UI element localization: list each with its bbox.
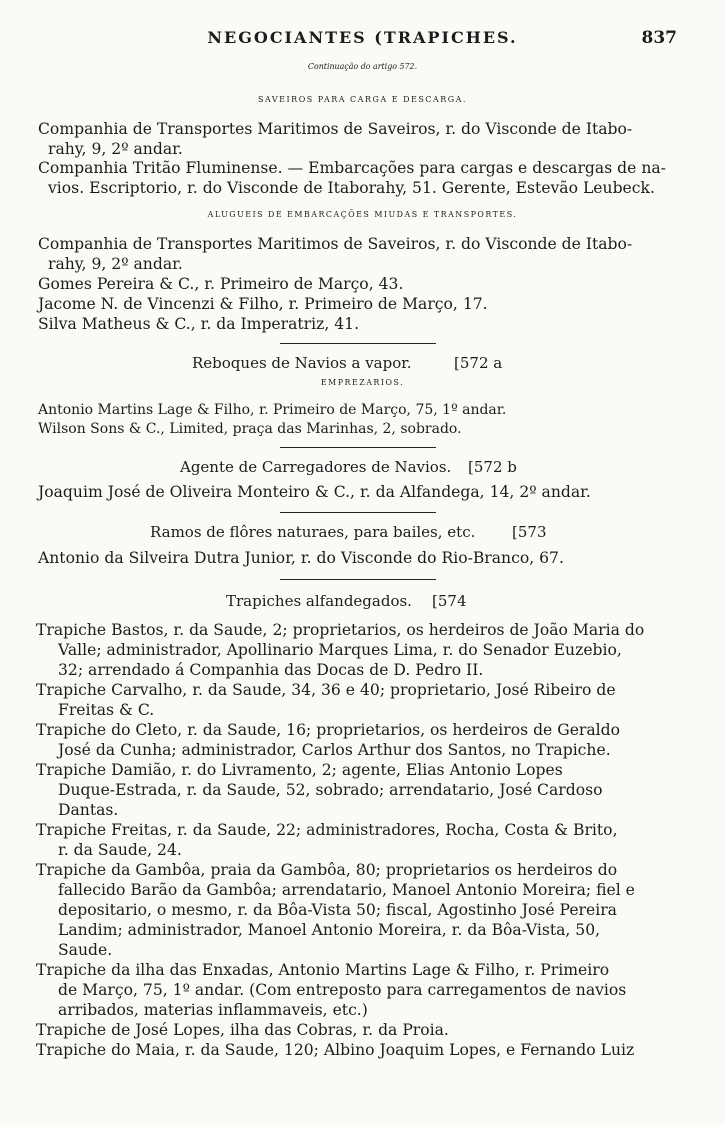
section-number: [574: [432, 592, 467, 610]
entry-line: Trapiche Bastos, r. da Saude, 2; proprietarios, os herdeiros de João Maria do: [36, 621, 645, 639]
page-header: [0, 28, 725, 54]
entry-line: Trapiche Damião, r. do Livramento, 2; agente, Elias Antonio Lopes: [36, 761, 563, 779]
entry-line: Companhia de Transportes Maritimos de Saveiros, r. do Visconde de Itabo-: [38, 235, 633, 253]
entry-line: Saude.: [58, 941, 113, 959]
entry-line: Trapiche da ilha das Enxadas, Antonio Martins Lage & Filho, r. Primeiro: [36, 961, 610, 979]
section-number: [572 a: [454, 354, 503, 372]
entry-line: Trapiche do Maia, r. da Saude, 120; Albino Joaquim Lopes, e Fernando Luiz: [36, 1041, 635, 1059]
entry-line: Duque-Estrada, r. da Saude, 52, sobrado; arrendatario, José Cardoso: [58, 781, 603, 799]
entry-line: Antonio da Silveira Dutra Junior, r. do Visconde do Rio-Branco, 67.: [38, 549, 564, 567]
section-number: [572 b: [468, 458, 517, 476]
entry-line: Wilson Sons & C., Limited, praça das Marinhas, 2, sobrado.: [38, 421, 462, 437]
entry-line: Valle; administrador, Apollinario Marques Lima, r. do Senador Euzebio,: [58, 641, 622, 659]
section-subheading: ALUGUEIS DE EMBARCAÇÕES MIUDAS E TRANSPORTES.: [207, 210, 518, 219]
entry-line: Trapiche do Cleto, r. da Saude, 16; proprietarios, os herdeiros de Geraldo: [36, 721, 621, 739]
page-number: 837: [641, 28, 677, 48]
entry-line: Companhia de Transportes Maritimos de Saveiros, r. do Visconde de Itabo-: [38, 120, 633, 138]
continuation-caption: Continuação do artigo 572.: [307, 62, 418, 71]
entry-line: Trapiche Carvalho, r. da Saude, 34, 36 e 40; proprietario, José Ribeiro de: [36, 681, 616, 699]
section-heading: Reboques de Navios a vapor.: [192, 354, 412, 372]
section-heading: Trapiches alfandegados.: [226, 592, 412, 610]
section-divider: [280, 512, 436, 513]
entry-line: Trapiche Freitas, r. da Saude, 22; administradores, Rocha, Costa & Brito,: [36, 821, 618, 839]
entry-line: Freitas & C.: [58, 701, 155, 719]
entry-line: Dantas.: [58, 801, 119, 819]
entry-line: Joaquim José de Oliveira Monteiro & C., r. da Alfandega, 14, 2º andar.: [38, 483, 591, 501]
section-heading: Ramos de flôres naturaes, para bailes, etc.: [150, 523, 476, 541]
section-subheading: EMPREZARIOS.: [320, 378, 405, 387]
section-subheading: SAVEIROS PARA CARGA E DESCARGA.: [258, 95, 467, 104]
entry-line: 32; arrendado á Companhia das Docas de D. Pedro II.: [58, 661, 484, 679]
entry-line: vios. Escriptorio, r. do Visconde de Itaborahy, 51. Gerente, Estevão Leubeck.: [48, 179, 655, 197]
entry-line: rahy, 9, 2º andar.: [48, 255, 183, 273]
entry-line: r. da Saude, 24.: [58, 841, 182, 859]
entry-line: Trapiche de José Lopes, ilha das Cobras, r. da Proia.: [36, 1021, 449, 1039]
entry-line: Landim; administrador, Manoel Antonio Moreira, r. da Bôa-Vista, 50,: [58, 921, 601, 939]
entry-line: José da Cunha; administrador, Carlos Arthur dos Santos, no Trapiche.: [58, 741, 611, 759]
section-number: [573: [512, 523, 547, 541]
running-title: NEGOCIANTES (TRAPICHES.: [207, 28, 518, 47]
entry-line: Antonio Martins Lage & Filho, r. Primeiro de Março, 75, 1º andar.: [38, 402, 507, 418]
section-heading: Agente de Carregadores de Navios.: [180, 458, 452, 476]
section-divider: [280, 447, 436, 448]
entry-line: Trapiche da Gambôa, praia da Gambôa, 80; proprietarios os herdeiros do: [36, 861, 618, 879]
entry-line: Jacome N. de Vincenzi & Filho, r. Primeiro de Março, 17.: [38, 295, 488, 313]
entry-line: rahy, 9, 2º andar.: [48, 140, 183, 158]
entry-line: depositario, o mesmo, r. da Bôa-Vista 50; fiscal, Agostinho José Pereira: [58, 901, 617, 919]
entry-line: Silva Matheus & C., r. da Imperatriz, 41.: [38, 315, 360, 333]
entry-line: de Março, 75, 1º andar. (Com entreposto para carregamentos de navios: [58, 981, 627, 999]
entry-line: arribados, materias inflammaveis, etc.): [58, 1001, 368, 1019]
section-divider: [280, 343, 436, 344]
section-divider: [280, 579, 436, 580]
entry-line: Gomes Pereira & C., r. Primeiro de Março, 43.: [38, 275, 404, 293]
entry-line: fallecido Barão da Gambôa; arrendatario, Manoel Antonio Moreira; fiel e: [58, 881, 635, 899]
entry-line: Companhia Tritão Fluminense. — Embarcações para cargas e descargas de na-: [38, 159, 666, 177]
